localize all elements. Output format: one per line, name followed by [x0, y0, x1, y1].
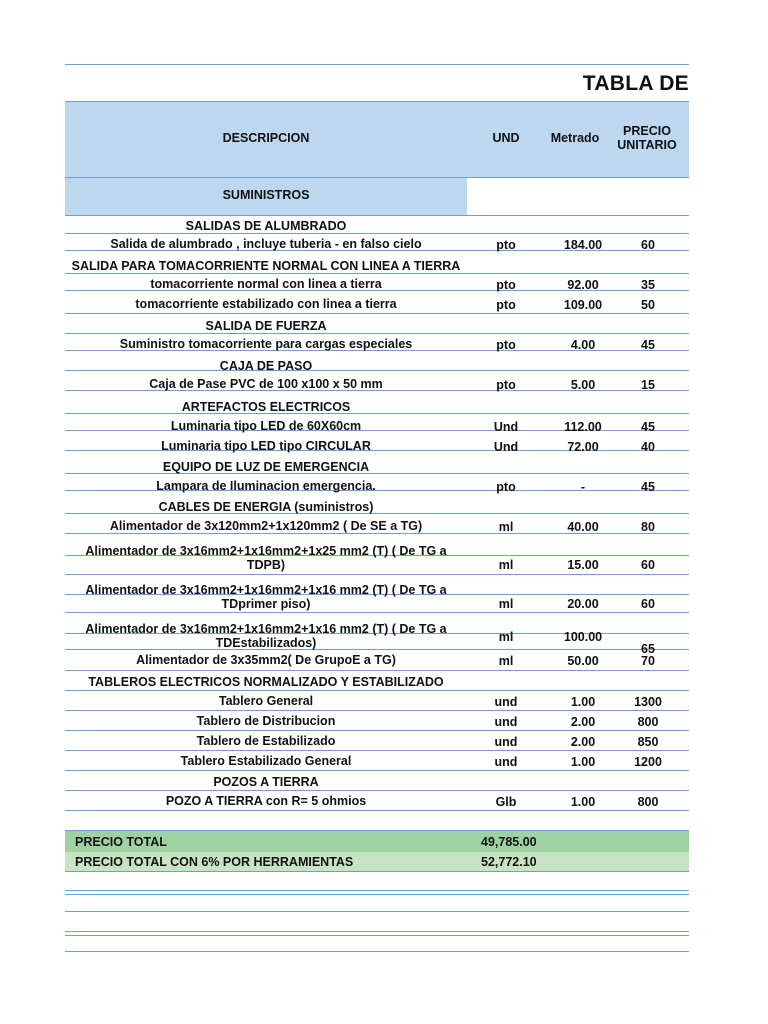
row-metrado: 1.00	[570, 755, 596, 769]
row-precio: 45	[641, 338, 655, 352]
row-metrado: 112.00	[564, 420, 602, 434]
row-description	[65, 694, 467, 708]
row-description-line: SALIDAS DE ALUMBRADO	[185, 219, 347, 233]
col-header-precio-line1: PRECIO	[623, 124, 671, 138]
row-description	[65, 297, 467, 311]
row-description-line: TDprimer piso)	[221, 597, 311, 611]
col-header-precio-line2: UNITARIO	[617, 138, 677, 152]
row-description-line: Alimentador de 3x120mm2+1x120mm2 ( De SE a TG)	[109, 519, 423, 533]
row-metrado: -	[580, 480, 586, 494]
total-label: PRECIO TOTAL	[75, 835, 167, 849]
row-precio: 45	[641, 420, 655, 434]
row-description-line: SALIDA DE FUERZA	[205, 319, 327, 333]
row-description-line: CABLES DE ENERGIA (suministros)	[158, 500, 374, 514]
row-rule	[65, 690, 689, 691]
row-precio: 35	[641, 278, 655, 292]
row-und: pto	[496, 238, 516, 252]
row-rule	[65, 233, 689, 234]
row-description	[65, 519, 467, 533]
row-description-line: POZOS A TIERRA	[213, 775, 319, 789]
row-precio: 70	[641, 654, 655, 668]
row-metrado: 2.00	[570, 715, 596, 729]
row-metrado: 40.00	[567, 520, 599, 534]
total-tools-row	[65, 852, 689, 872]
row-und: pto	[496, 298, 516, 312]
row-description	[65, 319, 467, 333]
row-description	[65, 794, 467, 808]
row-und: ml	[498, 597, 514, 611]
row-precio: 1300	[634, 695, 662, 709]
row-description-line: Alimentador de 3x16mm2+1x16mm2+1x25 mm2 (T) ( De TG a	[85, 544, 447, 558]
row-description-line: Luminaria tipo LED de 60X60cm	[170, 419, 362, 433]
row-description-line: Tablero de Estabilizado	[196, 734, 336, 748]
row-rule	[65, 670, 689, 671]
row-description	[65, 439, 467, 453]
row-metrado: 72.00	[567, 440, 599, 454]
row-description-line: tomacorriente normal con linea a tierra	[150, 277, 382, 291]
page-title: TABLA DE	[582, 72, 689, 95]
total-row	[65, 831, 689, 852]
row-precio: 60	[641, 597, 655, 611]
row-description	[65, 714, 467, 728]
row-rule	[65, 333, 689, 334]
row-metrado: 15.00	[567, 558, 599, 572]
row-rule	[65, 810, 689, 811]
top-rule	[65, 64, 689, 65]
row-description	[65, 775, 467, 789]
row-und: pto	[496, 378, 516, 392]
row-precio: 800	[637, 715, 659, 729]
row-description-line: Salida de alumbrado , incluye tuberia - en falso cielo	[110, 237, 422, 251]
row-und: pto	[496, 338, 516, 352]
row-precio: 60	[641, 558, 655, 572]
row-precio: 800	[637, 795, 659, 809]
row-rule	[65, 612, 689, 613]
row-und: ml	[498, 558, 514, 572]
row-description-line: Tablero de Distribucion	[196, 714, 336, 728]
total-value: 49,785.00	[481, 835, 537, 849]
row-description-line: Tablero General	[218, 694, 314, 708]
row-description-line: Lampara de Iluminacion emergencia.	[156, 479, 376, 493]
row-description	[65, 359, 467, 373]
row-rule	[65, 574, 689, 575]
row-metrado: 92.00	[567, 278, 599, 292]
row-description	[65, 544, 467, 572]
row-description-line: Tablero Estabilizado General	[180, 754, 352, 768]
row-description	[65, 419, 467, 433]
total-bottom-rule	[65, 871, 689, 872]
row-und: ml	[498, 520, 514, 534]
col-header-und: UND	[492, 131, 520, 145]
row-und: und	[494, 735, 518, 749]
blank-rule-3b	[65, 935, 689, 936]
col-header-precio	[605, 124, 689, 152]
row-description	[65, 460, 467, 474]
col-header-metrado: Metrado	[550, 131, 600, 145]
row-precio: 850	[637, 735, 659, 749]
row-description	[65, 337, 467, 351]
section-bottom-rule	[65, 215, 689, 216]
row-rule	[65, 790, 689, 791]
row-precio: 60	[641, 238, 655, 252]
row-description	[65, 219, 467, 233]
row-description	[65, 377, 467, 391]
header-bottom-rule	[65, 177, 689, 178]
row-precio: 45	[641, 480, 655, 494]
row-und: pto	[496, 480, 516, 494]
row-description-line: ARTEFACTOS ELECTRICOS	[181, 400, 351, 414]
row-description	[65, 400, 467, 414]
row-precio: 50	[641, 298, 655, 312]
row-metrado: 2.00	[570, 735, 596, 749]
row-rule	[65, 313, 689, 314]
blank-rule-1	[65, 890, 689, 891]
row-und: ml	[498, 654, 514, 668]
row-description-line: Alimentador de 3x16mm2+1x16mm2+1x16 mm2 (T) ( De TG a	[85, 583, 447, 597]
row-rule	[65, 273, 689, 274]
header-blank-cell	[467, 178, 689, 216]
row-und: und	[494, 755, 518, 769]
row-und: und	[494, 695, 518, 709]
row-description	[65, 237, 467, 251]
row-description	[65, 653, 467, 667]
row-precio: 15	[641, 378, 655, 392]
row-rule	[65, 710, 689, 711]
row-description-line: Caja de Pase PVC de 100 x100 x 50 mm	[149, 377, 383, 391]
row-description-line: POZO A TIERRA con R= 5 ohmios	[165, 794, 367, 808]
row-description	[65, 277, 467, 291]
row-metrado: 20.00	[567, 597, 599, 611]
row-und: Glb	[495, 795, 517, 809]
row-description	[65, 500, 467, 514]
row-rule	[65, 750, 689, 751]
total-tools-value: 52,772.10	[481, 855, 537, 869]
row-description-line: Luminaria tipo LED tipo CIRCULAR	[161, 439, 371, 453]
row-precio: 1200	[634, 755, 662, 769]
row-und: und	[494, 715, 518, 729]
blank-rule-4	[65, 951, 689, 952]
row-metrado: 1.00	[570, 695, 596, 709]
section-title: SUMINISTROS	[222, 188, 310, 202]
row-description-line: CAJA DE PASO	[219, 359, 313, 373]
total-top-rule	[65, 830, 689, 831]
row-description-line: TABLEROS ELECTRICOS NORMALIZADO Y ESTABILIZADO	[88, 675, 444, 689]
row-metrado: 100.00	[563, 630, 603, 644]
total-tools-label: PRECIO TOTAL CON 6% POR HERRAMIENTAS	[75, 855, 354, 869]
row-metrado: 184.00	[563, 238, 603, 252]
row-description-line: Alimentador de 3x35mm2( De GrupoE a TG)	[136, 653, 396, 667]
row-description-line: tomacorriente estabilizado con linea a tierra	[135, 297, 397, 311]
row-description-line: SALIDA PARA TOMACORRIENTE NORMAL CON LINEA A TIERRA	[71, 259, 461, 273]
row-precio: 65	[641, 642, 655, 656]
row-und: pto	[496, 278, 516, 292]
row-und: Und	[493, 440, 519, 454]
row-description	[65, 583, 467, 611]
row-rule	[65, 730, 689, 731]
row-metrado: 109.00	[563, 298, 603, 312]
row-precio: 80	[641, 520, 655, 534]
row-precio: 40	[641, 440, 655, 454]
header-top-rule	[65, 101, 689, 102]
row-description-line: Suministro tomacorriente para cargas especiales	[119, 337, 413, 351]
row-description	[65, 734, 467, 748]
row-description	[65, 622, 467, 650]
blank-rule-3	[65, 931, 689, 932]
row-description	[65, 479, 467, 493]
row-und: Und	[493, 420, 519, 434]
blank-rule-2	[65, 911, 689, 912]
blank-rule-1b	[65, 894, 689, 895]
row-description-line: TDEstabilizados)	[215, 636, 317, 650]
row-und: ml	[498, 630, 514, 644]
row-description	[65, 259, 467, 273]
row-rule	[65, 770, 689, 771]
row-metrado: 1.00	[570, 795, 596, 809]
row-description	[65, 754, 467, 768]
row-metrado: 4.00	[570, 338, 596, 352]
row-description-line: EQUIPO DE LUZ DE EMERGENCIA	[162, 460, 370, 474]
col-header-descripcion: DESCRIPCION	[222, 131, 310, 145]
row-metrado: 50.00	[567, 654, 599, 668]
row-description-line: Alimentador de 3x16mm2+1x16mm2+1x16 mm2 (T) ( De TG a	[85, 622, 447, 636]
row-description	[65, 675, 467, 689]
row-metrado: 5.00	[570, 378, 596, 392]
row-description-line: TDPB)	[246, 558, 286, 572]
